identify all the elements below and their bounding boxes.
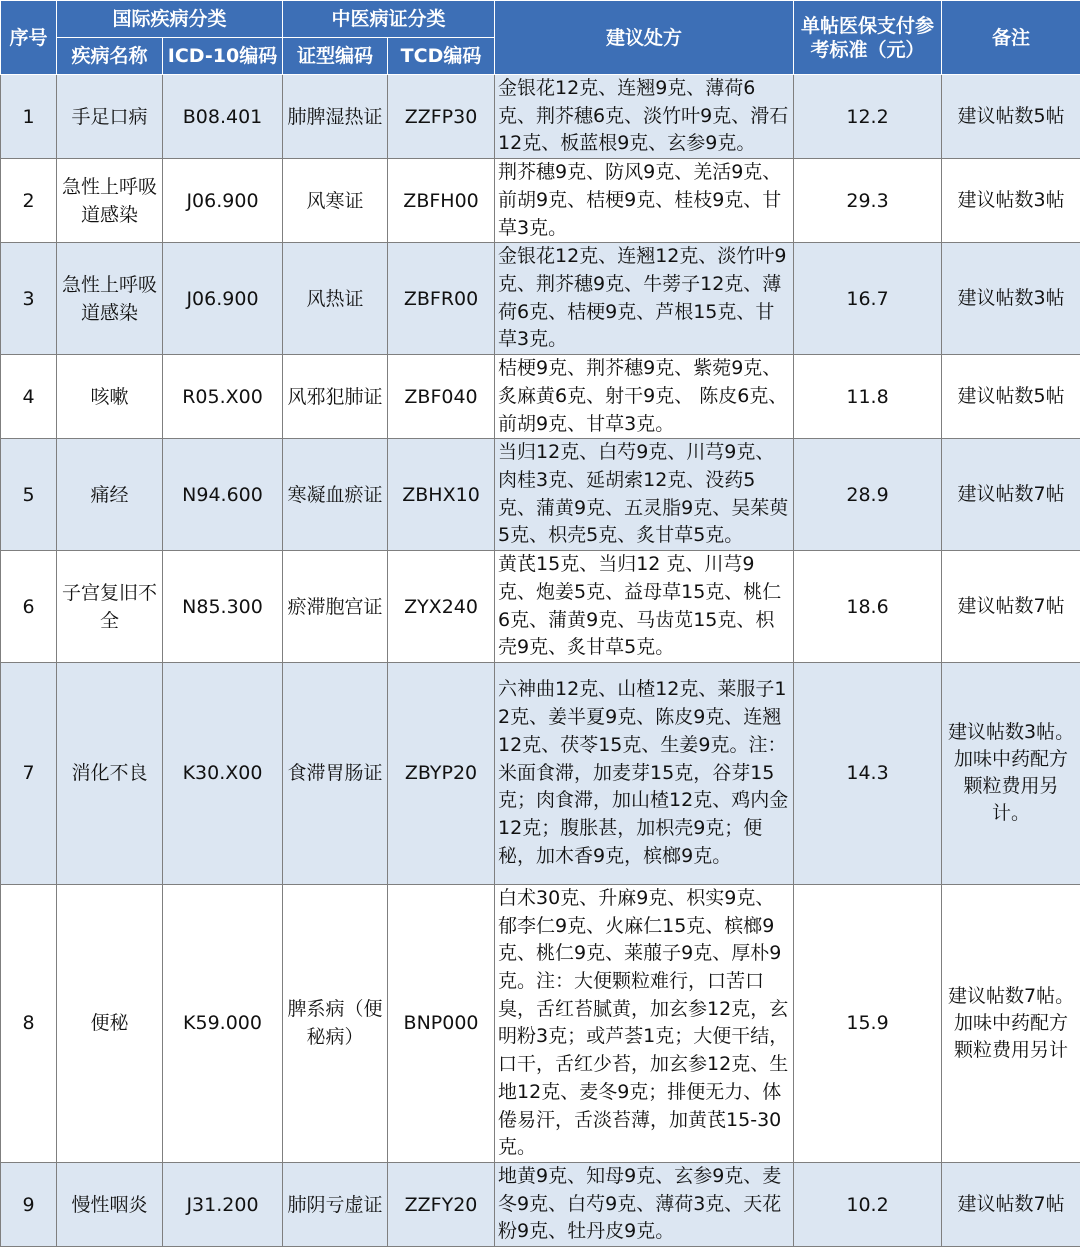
table-row <box>1 243 1080 355</box>
cell-disease: 急性上呼吸道感染 <box>57 159 163 243</box>
cell-tcd: ZZFY20 <box>388 1162 495 1246</box>
cell-disease: 子宫复旧不全 <box>57 551 163 663</box>
cell-price: 11.8 <box>794 355 942 439</box>
cell-prescription: 荆芥穗9克、防风9克、羌活9克、前胡9克、桔梗9克、桂枝9克、甘草3克。 <box>495 159 794 243</box>
cell-prescription: 桔梗9克、荆芥穗9克、紫菀9克、炙麻黄6克、射干9克、 陈皮6克、前胡9克、甘草3克。 <box>495 355 794 439</box>
cell-note: 建议帖数7帖 <box>942 551 1080 663</box>
cell-disease: 消化不良 <box>57 662 163 884</box>
cell-disease: 手足口病 <box>57 75 163 159</box>
cell-icd: J06.900 <box>163 243 283 355</box>
cell-price: 12.2 <box>794 75 942 159</box>
cell-seq: 8 <box>1 884 57 1162</box>
cell-prescription: 六神曲12克、山楂12克、莱服子12克、姜半夏9克、陈皮9克、连翘12克、茯苓15克、生姜9克。注：米面食滞，加麦芽15克，谷芽15克；肉食滞，加山楂12克、鸡内金12克；腹胀甚，加枳壳9克；便秘，加木香9克，槟榔9克。 <box>495 662 794 884</box>
table-row <box>1 1162 1080 1246</box>
table-row <box>1 662 1080 884</box>
cell-seq: 6 <box>1 551 57 663</box>
cell-price: 28.9 <box>794 439 942 551</box>
cell-seq: 3 <box>1 243 57 355</box>
cell-price: 16.7 <box>794 243 942 355</box>
cell-syndrome: 瘀滞胞宫证 <box>283 551 388 663</box>
cell-tcd: ZBFR00 <box>388 243 495 355</box>
cell-tcd: ZZFP30 <box>388 75 495 159</box>
cell-seq: 1 <box>1 75 57 159</box>
cell-note: 建议帖数5帖 <box>942 355 1080 439</box>
cell-prescription: 当归12克、白芍9克、川芎9克、肉桂3克、延胡索12克、没药5克、蒲黄9克、五灵脂9克、吴茱萸5克、枳壳5克、炙甘草5克。 <box>495 439 794 551</box>
header-intl-group: 国际疾病分类 <box>57 1 283 38</box>
header-seq: 序号 <box>1 1 57 75</box>
cell-tcd: ZBFH00 <box>388 159 495 243</box>
cell-seq: 9 <box>1 1162 57 1246</box>
cell-disease: 便秘 <box>57 884 163 1162</box>
cell-tcd: ZBYP20 <box>388 662 495 884</box>
header-syndrome-code: 证型编码 <box>283 38 388 75</box>
cell-syndrome: 脾系病（便秘病） <box>283 884 388 1162</box>
cell-disease: 慢性咽炎 <box>57 1162 163 1246</box>
cell-prescription: 黄芪15克、当归12 克、川芎9克、炮姜5克、益母草15克、桃仁6克、蒲黄9克、马齿苋15克、枳壳9克、炙甘草5克。 <box>495 551 794 663</box>
cell-disease: 急性上呼吸道感染 <box>57 243 163 355</box>
cell-syndrome: 寒凝血瘀证 <box>283 439 388 551</box>
header-tcd: TCD编码 <box>388 38 495 75</box>
cell-note: 建议帖数5帖 <box>942 75 1080 159</box>
cell-note: 建议帖数3帖 <box>942 243 1080 355</box>
table-row <box>1 355 1080 439</box>
header-prescription: 建议处方 <box>495 1 794 75</box>
cell-icd: R05.X00 <box>163 355 283 439</box>
cell-syndrome: 食滞胃肠证 <box>283 662 388 884</box>
table-row <box>1 439 1080 551</box>
cell-tcd: ZBF040 <box>388 355 495 439</box>
cell-note: 建议帖数7帖 <box>942 1162 1080 1246</box>
cell-note: 建议帖数3帖。加味中药配方颗粒费用另计。 <box>942 662 1080 884</box>
cell-note: 建议帖数7帖 <box>942 439 1080 551</box>
cell-prescription: 金银花12克、连翘9克、薄荷6克、荆芥穗6克、淡竹叶9克、滑石12克、板蓝根9克、玄参9克。 <box>495 75 794 159</box>
cell-seq: 7 <box>1 662 57 884</box>
cell-icd: K59.000 <box>163 884 283 1162</box>
cell-disease: 痛经 <box>57 439 163 551</box>
table-row <box>1 884 1080 1162</box>
table-row <box>1 159 1080 243</box>
cell-icd: N85.300 <box>163 551 283 663</box>
cell-syndrome: 风寒证 <box>283 159 388 243</box>
cell-seq: 4 <box>1 355 57 439</box>
cell-icd: J06.900 <box>163 159 283 243</box>
cell-syndrome: 风邪犯肺证 <box>283 355 388 439</box>
cell-prescription: 地黄9克、知母9克、玄参9克、麦冬9克、白芍9克、薄荷3克、天花粉9克、牡丹皮9克。 <box>495 1162 794 1246</box>
cell-tcd: ZBHX10 <box>388 439 495 551</box>
cell-note: 建议帖数3帖 <box>942 159 1080 243</box>
cell-disease: 咳嗽 <box>57 355 163 439</box>
header-note: 备注 <box>942 1 1080 75</box>
cell-price: 15.9 <box>794 884 942 1162</box>
cell-price: 18.6 <box>794 551 942 663</box>
cell-tcd: BNP000 <box>388 884 495 1162</box>
cell-syndrome: 肺脾湿热证 <box>283 75 388 159</box>
header-icd10: ICD-10编码 <box>163 38 283 75</box>
table-row <box>1 551 1080 663</box>
table-body <box>1 75 1080 1247</box>
header-price: 单帖医保支付参考标准（元） <box>794 1 942 75</box>
cell-seq: 5 <box>1 439 57 551</box>
cell-syndrome: 肺阴亏虚证 <box>283 1162 388 1246</box>
cell-price: 14.3 <box>794 662 942 884</box>
cell-icd: N94.600 <box>163 439 283 551</box>
cell-icd: B08.401 <box>163 75 283 159</box>
header-disease-name: 疾病名称 <box>57 38 163 75</box>
cell-seq: 2 <box>1 159 57 243</box>
cell-price: 10.2 <box>794 1162 942 1246</box>
cell-price: 29.3 <box>794 159 942 243</box>
header-tcm-group: 中医病证分类 <box>283 1 495 38</box>
cell-prescription: 白术30克、升麻9克、枳实9克、郁李仁9克、火麻仁15克、槟榔9克、桃仁9克、莱菔子9克、厚朴9克。注：大便颗粒难行，口苦口臭，舌红苔腻黄，加玄参12克，玄明粉3克；或芦荟1克；大便干结，口干，舌红少苔，加玄参12克、生地12克、麦冬9克；排便无力、体倦易汗，舌淡苔薄，加黄芪15-30克。 <box>495 884 794 1162</box>
table-row <box>1 75 1080 159</box>
cell-icd: J31.200 <box>163 1162 283 1246</box>
cell-syndrome: 风热证 <box>283 243 388 355</box>
table-header <box>1 1 1080 75</box>
cell-tcd: ZYX240 <box>388 551 495 663</box>
cell-icd: K30.X00 <box>163 662 283 884</box>
cell-note: 建议帖数7帖。加味中药配方颗粒费用另计 <box>942 884 1080 1162</box>
cell-prescription: 金银花12克、连翘12克、淡竹叶9克、荆芥穗9克、牛蒡子12克、薄荷6克、桔梗9克、芦根15克、甘草3克。 <box>495 243 794 355</box>
